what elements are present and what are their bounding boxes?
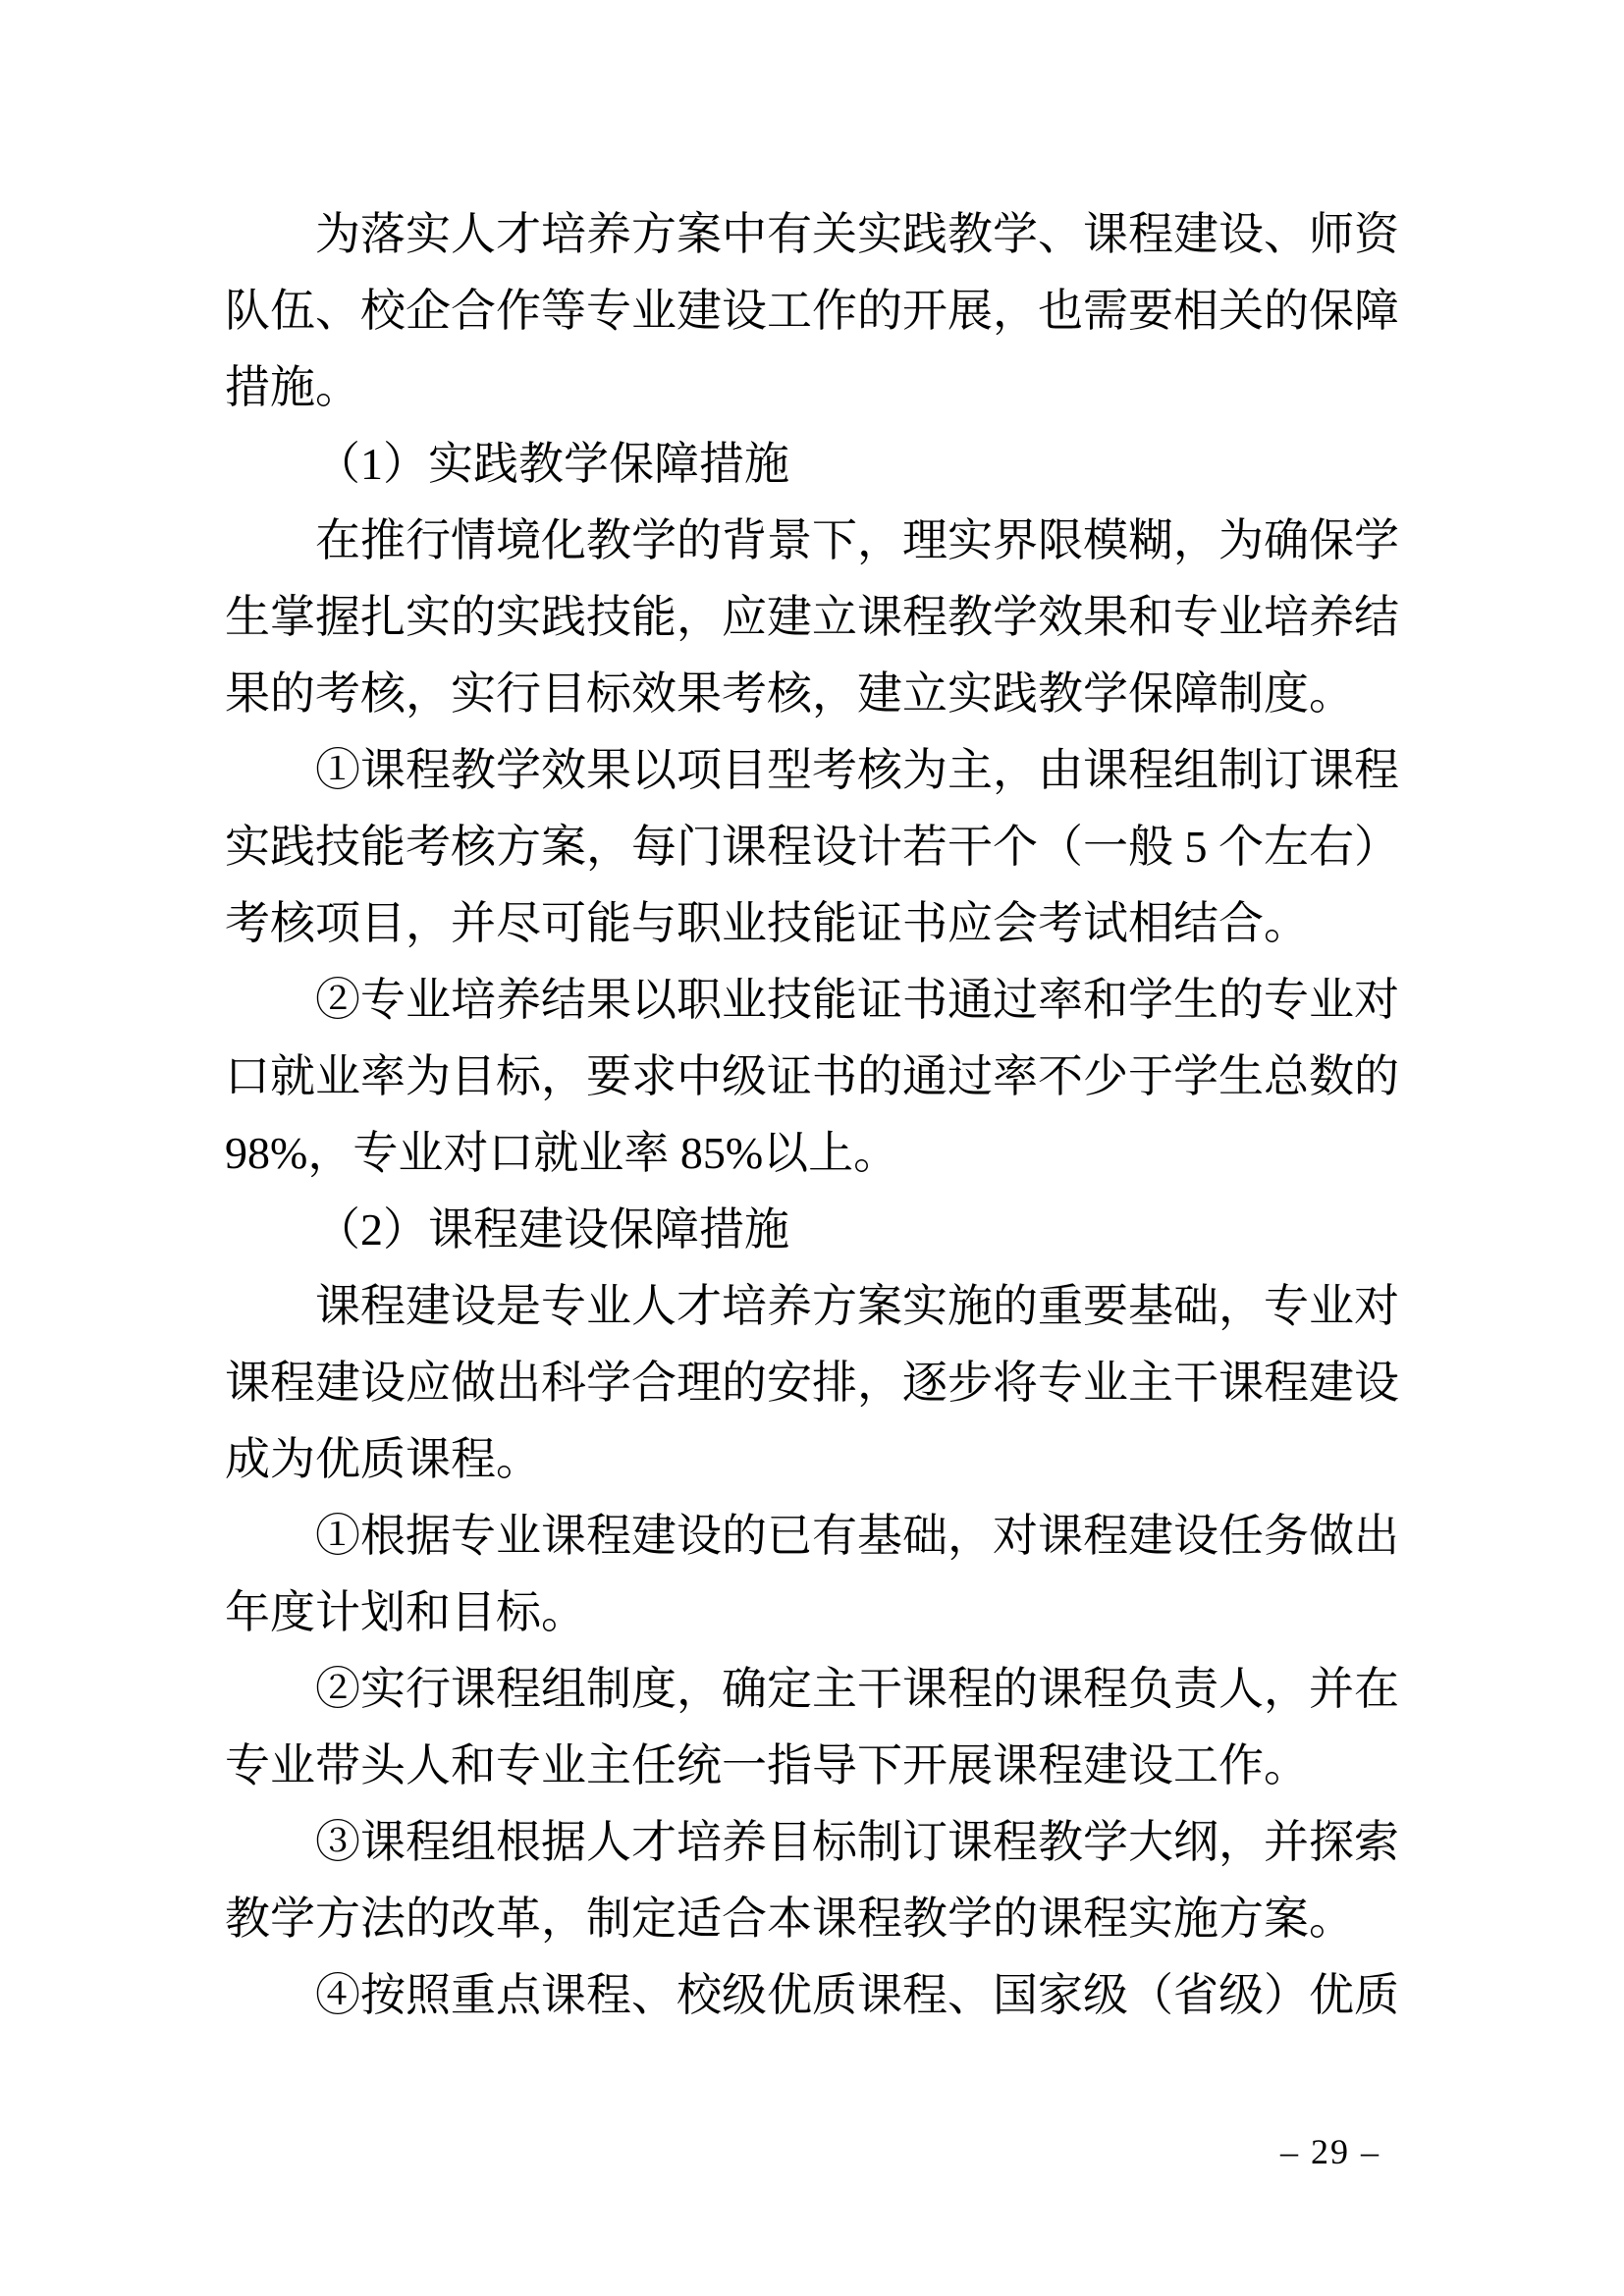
section-heading-1: （1）实践教学保障措施: [315, 439, 789, 489]
paragraph-course-2: ②实行课程组制度，确定主干课程的课程负责人，并在专业带头人和专业主任统一指导下开展课程建设工作。: [225, 1664, 1399, 1790]
paragraph-practice: 在推行情境化教学的背景下，理实界限模糊，为确保学生掌握扎实的实践技能，应建立课程教学效果和专业培养结果的考核，实行目标效果考核，建立实践教学保障制度。: [225, 515, 1399, 719]
page-footer: [1280, 2130, 1380, 2173]
paragraph-course: 课程建设是专业人才培养方案实施的重要基础，专业对课程建设应做出科学合理的安排，逐步将专业主干课程建设成为优质课程。: [225, 1281, 1399, 1484]
paragraph-item-2: ②专业培养结果以职业技能证书通过率和学生的专业对口就业率为目标，要求中级证书的通过率不少于学生总数的 98%，专业对口就业率 85%以上。: [225, 975, 1399, 1178]
page-number: – 29 –: [1280, 2132, 1380, 2171]
paragraph-course-3: ③课程组根据人才培养目标制订课程教学大纲，并探索教学方法的改革，制定适合本课程教学的课程实施方案。: [225, 1817, 1399, 1944]
paragraph-intro: 为落实人才培养方案中有关实践教学、课程建设、师资队伍、校企合作等专业建设工作的开展，也需要相关的保障措施。: [225, 209, 1399, 412]
section-heading-2: （2）课程建设保障措施: [315, 1204, 789, 1255]
paragraph-item-1: ①课程教学效果以项目型考核为主，由课程组制订课程实践技能考核方案，每门课程设计若干个（一般 5 个左右）考核项目，并尽可能与职业技能证书应会考试相结合。: [225, 745, 1399, 948]
document-body: [225, 196, 1399, 2034]
paragraph-course-1: ①根据专业课程建设的已有基础，对课程建设任务做出年度计划和目标。: [225, 1511, 1399, 1637]
paragraph-course-4: ④按照重点课程、校级优质课程、国家级（省级）优质: [315, 1970, 1399, 2020]
